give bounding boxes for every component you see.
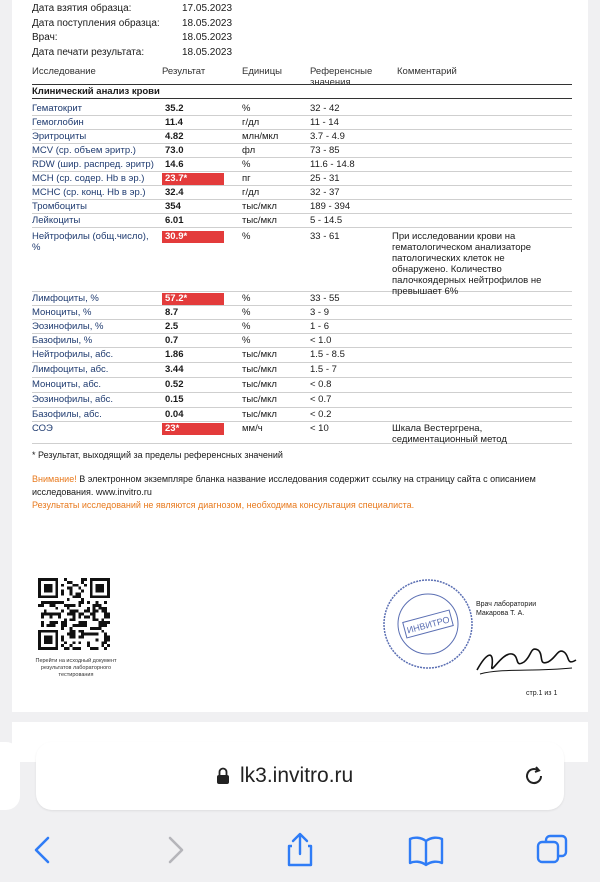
table-row: [32, 291, 572, 306]
test-name-link[interactable]: RDW (шир. распред. эритр): [32, 159, 154, 170]
back-icon[interactable]: [26, 832, 62, 868]
result-value: 1.86: [165, 349, 184, 360]
lab-stamp-icon: [382, 578, 474, 670]
reference-range: 33 - 61: [310, 231, 340, 242]
test-name-link[interactable]: Эритроциты: [32, 131, 87, 142]
unit-value: тыс/мкл: [242, 349, 277, 360]
meta-label: Дата поступления образца:: [32, 17, 160, 29]
table-row: [32, 185, 572, 200]
unit-value: фл: [242, 145, 256, 156]
reference-range: 1.5 - 8.5: [310, 349, 345, 360]
unit-value: тыс/мкл: [242, 201, 277, 212]
result-value: 0.52: [165, 379, 184, 390]
result-value: 32.4: [165, 187, 184, 198]
test-name-link[interactable]: Лимфоциты, %: [32, 293, 99, 304]
unit-value: %: [242, 159, 251, 170]
unit-value: тыс/мкл: [242, 394, 277, 405]
result-value: 14.6: [165, 159, 184, 170]
unit-value: тыс/мкл: [242, 409, 277, 420]
browser-toolbar: [0, 818, 600, 882]
reference-range: 11.6 - 14.8: [310, 159, 355, 170]
unit-value: тыс/мкл: [242, 364, 277, 375]
meta-value: 18.05.2023: [182, 17, 233, 29]
reference-range: 33 - 55: [310, 293, 340, 304]
test-name-link[interactable]: Нейтрофилы (общ.число), %: [32, 231, 149, 253]
tabs-icon[interactable]: [534, 832, 570, 868]
table-row: [32, 213, 572, 228]
test-name-link[interactable]: СОЭ: [32, 423, 53, 434]
notice: [32, 473, 572, 512]
table-row: [32, 143, 572, 158]
url-text: lk3.invitro.ru: [240, 764, 354, 787]
address-bar[interactable]: [36, 742, 564, 810]
table-row: [32, 157, 572, 172]
header-divider: [32, 84, 572, 85]
result-value: 23.7*: [162, 173, 224, 185]
test-name-link[interactable]: MCV (ср. объем эритр.): [32, 145, 136, 156]
result-value: 23*: [162, 423, 224, 435]
unit-value: %: [242, 335, 251, 346]
page-number: стр.1 из 1: [526, 690, 558, 697]
col-ref-sub: значения: [310, 77, 351, 88]
table-row: [32, 199, 572, 214]
signature-icon: [472, 632, 582, 682]
reference-range: < 0.8: [310, 379, 332, 390]
table-row: [32, 392, 572, 408]
test-name-link[interactable]: Базофилы, %: [32, 335, 93, 346]
test-name-link[interactable]: Гемоглобин: [32, 117, 84, 128]
row-comment: При исследовании крови на гематологическом анализаторе патологических клеток не обнаружено. Количество палочкоядерных нейтрофилов не превышает 6%: [392, 231, 542, 297]
unit-value: %: [242, 307, 251, 318]
previous-tab-card[interactable]: [0, 742, 20, 810]
reference-range: < 1.0: [310, 335, 332, 346]
unit-value: пг: [242, 173, 251, 184]
col-test: Исследование: [32, 66, 96, 77]
result-value: 57.2*: [162, 293, 224, 305]
result-value: 0.04: [165, 409, 184, 420]
result-value: 6.01: [165, 215, 184, 226]
result-value: 8.7: [165, 307, 179, 318]
notice-attention: Внимание!: [32, 474, 77, 484]
test-name-link[interactable]: MCHC (ср. конц. Hb в эр.): [32, 187, 146, 198]
meta-label: Дата взятия образца:: [32, 3, 132, 14]
reference-range: 5 - 14.5: [310, 215, 343, 226]
test-name-link[interactable]: Лейкоциты: [32, 215, 81, 226]
result-value: 2.5: [165, 321, 179, 332]
meta-label: Дата печати результата:: [32, 46, 145, 58]
doctor-name: Макарова Т. А.: [476, 610, 525, 617]
result-document-page: [12, 0, 588, 712]
reference-range: 11 - 14: [310, 117, 339, 128]
test-name-link[interactable]: Нейтрофилы, абс.: [32, 349, 114, 360]
meta-label: Врач:: [32, 32, 58, 43]
disclaimer: Результаты исследований не являются диагнозом, необходима консультация специалиста.: [32, 500, 415, 510]
meta-value: 17.05.2023: [182, 3, 233, 14]
unit-value: %: [242, 231, 251, 242]
col-ref: Референсные: [310, 66, 373, 77]
table-row: [32, 229, 572, 297]
qr-caption: Перейти на исходный документ результатов лабораторного тестирования: [35, 658, 117, 678]
bookmarks-icon[interactable]: [408, 832, 444, 868]
lock-icon: [216, 767, 230, 785]
test-name-link[interactable]: Лимфоциты, абс.: [32, 364, 109, 375]
footnote: * Результат, выходящий за пределы референсных значений: [32, 450, 283, 460]
url-display[interactable]: [216, 764, 353, 788]
table-row: [32, 362, 572, 378]
reference-range: 1 - 6: [310, 321, 330, 332]
table-row: [32, 319, 572, 334]
test-name-link[interactable]: Базофилы, абс.: [32, 409, 102, 420]
unit-value: %: [242, 293, 251, 304]
reference-range: 25 - 31: [310, 173, 340, 184]
reference-range: < 0.7: [310, 394, 332, 405]
result-value: 4.82: [165, 131, 184, 142]
table-row: [32, 101, 572, 116]
table-row: [32, 115, 572, 130]
unit-value: г/дл: [242, 187, 260, 198]
test-name-link[interactable]: Моноциты, абс.: [32, 379, 102, 390]
col-unit: Единицы: [242, 66, 283, 77]
forward-icon[interactable]: [156, 832, 192, 868]
result-value: 11.4: [165, 117, 183, 128]
reference-range: < 10: [310, 423, 329, 434]
stamp-text: ИНВИТРО: [405, 614, 451, 636]
test-name-link[interactable]: MCH (ср. содер. Hb в эр.): [32, 173, 145, 184]
unit-value: тыс/мкл: [242, 379, 277, 390]
table-row: [32, 305, 572, 320]
section-divider: [32, 98, 572, 99]
section-title: Клинический анализ крови: [32, 86, 160, 97]
reference-range: 1.5 - 7: [310, 364, 337, 375]
reference-range: < 0.2: [310, 409, 332, 420]
test-name-link[interactable]: Эозинофилы, абс.: [32, 394, 113, 405]
reference-range: 3.7 - 4.9: [310, 131, 345, 142]
test-name-link[interactable]: Моноциты, %: [32, 307, 92, 318]
unit-value: %: [242, 321, 251, 332]
table-row: [32, 129, 572, 144]
unit-value: млн/мкл: [242, 131, 279, 142]
table-row: [32, 333, 572, 348]
result-value: 30.9*: [162, 231, 224, 243]
meta-value: 18.05.2023: [182, 46, 233, 58]
table-row: [32, 377, 572, 393]
result-value: 0.15: [165, 394, 184, 405]
table-row: [32, 421, 572, 444]
qr-code-icon[interactable]: [38, 578, 110, 650]
doctor-title: Врач лаборатории: [476, 601, 537, 608]
result-value: 3.44: [165, 364, 184, 375]
unit-value: мм/ч: [242, 423, 263, 434]
result-value: 35.2: [165, 103, 184, 114]
meta-value: 18.05.2023: [182, 32, 233, 43]
notice-text: В электронном экземпляре бланка название исследования содержит ссылку на страницу сайта с описанием исследования.: [32, 474, 536, 497]
unit-value: тыс/мкл: [242, 215, 277, 226]
reference-range: 3 - 9: [310, 307, 330, 318]
result-value: 73.0: [165, 145, 184, 156]
doctor-info: [476, 600, 536, 618]
sample-meta: [32, 2, 232, 60]
col-result: Результат: [162, 66, 206, 77]
reference-range: 32 - 37: [310, 187, 340, 198]
reference-range: 189 - 394: [310, 201, 351, 212]
table-row: [32, 171, 572, 186]
col-comment: Комментарий: [397, 66, 457, 77]
result-value: 0.7: [165, 335, 179, 346]
unit-value: г/дл: [242, 117, 260, 128]
unit-value: %: [242, 103, 251, 114]
row-comment: Шкала Вестергрена, седиментационный метод: [392, 423, 507, 445]
test-name-link[interactable]: Тромбоциты: [32, 201, 87, 212]
table-row: [32, 407, 572, 422]
reference-range: 73 - 85: [310, 145, 340, 156]
reference-range: 32 - 42: [310, 103, 340, 114]
reload-icon[interactable]: [522, 764, 546, 788]
test-name-link[interactable]: Гематокрит: [32, 103, 83, 114]
result-value: 354: [165, 201, 181, 212]
share-icon[interactable]: [282, 832, 318, 868]
site-link[interactable]: www.invitro.ru: [95, 487, 152, 497]
table-row: [32, 347, 572, 363]
test-name-link[interactable]: Эозинофилы, %: [32, 321, 104, 332]
